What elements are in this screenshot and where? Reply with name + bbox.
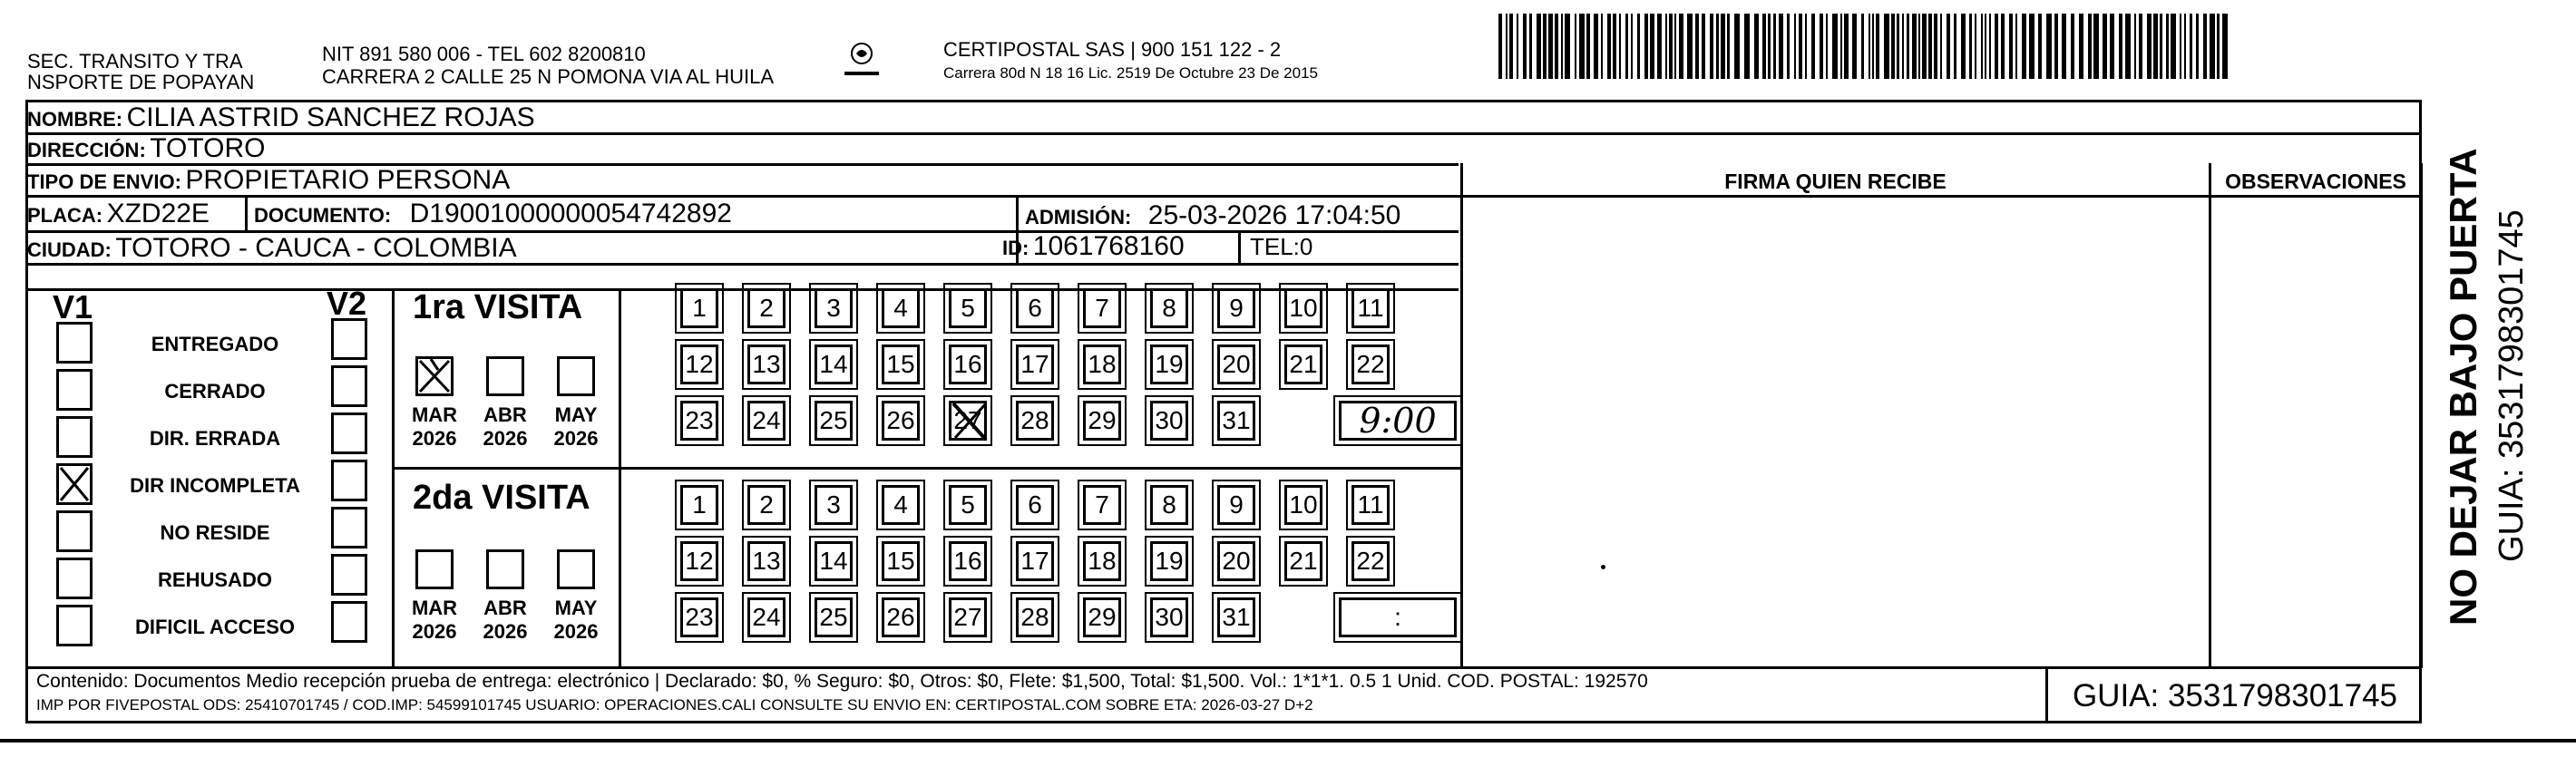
barcode-bar <box>2009 14 2013 79</box>
month-year: 2026 <box>483 427 528 450</box>
month-checkbox[interactable] <box>486 356 524 396</box>
barcode-bar <box>1529 14 1532 79</box>
day-checkbox[interactable]: 23 <box>680 597 718 637</box>
v2-checkbox[interactable] <box>331 365 367 407</box>
barcode-bar <box>2119 14 2122 79</box>
barcode-bar <box>1523 14 1527 79</box>
status-option-label: DIR INCOMPLETA <box>130 474 300 497</box>
nombre-row <box>27 102 535 134</box>
barcode-bar <box>1947 14 1950 79</box>
day-checkbox[interactable]: 10 <box>1284 485 1322 525</box>
day-checkbox[interactable]: 24 <box>747 401 785 441</box>
barcode-bar <box>1989 14 1991 79</box>
barcode-bar <box>1826 14 1828 79</box>
day-checkbox[interactable]: 13 <box>747 541 785 581</box>
day-checkbox[interactable]: 6 <box>1016 485 1054 525</box>
direccion-label: DIRECCIÓN: <box>27 139 146 161</box>
barcode-bar <box>1928 14 1932 79</box>
barcode-bar <box>1799 14 1802 79</box>
month-name: MAY <box>554 597 598 619</box>
v2-checkbox[interactable] <box>331 601 367 643</box>
day-checkbox[interactable]: 14 <box>815 541 853 581</box>
barcode-bar <box>1820 14 1823 79</box>
barcode-bar <box>1657 14 1662 79</box>
footer-guia: GUIA: 3531798301745 <box>2072 678 2398 713</box>
month-year: 2026 <box>412 620 457 643</box>
month-name: ABR <box>483 597 527 619</box>
month-checkbox[interactable] <box>486 549 524 589</box>
scan-edge <box>0 739 2576 742</box>
placa-row <box>27 198 210 230</box>
v1-checkbox[interactable] <box>56 510 93 552</box>
documento-row <box>254 198 732 230</box>
day-checkbox[interactable]: 2 <box>747 485 785 525</box>
barcode-bar <box>1625 14 1628 79</box>
barcode-bar <box>1721 14 1725 79</box>
admision-label: ADMISIÓN: <box>1025 206 1132 228</box>
sender-nit: NIT 891 580 006 - TEL 602 8200810 <box>322 43 646 65</box>
barcode-bar <box>1644 14 1648 79</box>
barcode-bar <box>2184 14 2186 79</box>
day-checkbox[interactable]: 26 <box>882 401 920 441</box>
day-checkbox[interactable]: 15 <box>882 345 920 384</box>
month-label <box>473 597 537 644</box>
day-checkbox[interactable]: 16 <box>949 541 987 581</box>
barcode-bar <box>2015 14 2017 79</box>
barcode-bar <box>1832 14 1838 79</box>
second-visit-title: 2da VISITA <box>413 479 590 517</box>
v1-checkbox[interactable] <box>56 605 93 646</box>
barcode-bar <box>1884 14 1889 79</box>
barcode <box>1497 14 2236 82</box>
barcode-bar <box>2125 14 2131 79</box>
v2-checkbox[interactable] <box>331 507 367 548</box>
barcode-bar <box>1744 14 1750 79</box>
barcode-bar <box>1506 14 1508 79</box>
day-checkbox[interactable]: 2 <box>747 288 785 328</box>
month-year: 2026 <box>553 427 599 450</box>
barcode-bar <box>2210 14 2215 79</box>
v1-checkbox[interactable] <box>56 558 93 599</box>
month-year: 2026 <box>412 427 457 450</box>
barcode-bar <box>1768 14 1771 79</box>
barcode-bar <box>1710 14 1713 79</box>
barcode-bar <box>1586 14 1590 79</box>
day-checkbox[interactable]: 30 <box>1150 597 1188 637</box>
admision-row <box>1025 199 1400 232</box>
barcode-bar <box>2171 14 2176 79</box>
barcode-bar <box>1773 14 1776 79</box>
barcode-bar <box>2190 14 2192 79</box>
status-option-label: DIR. ERRADA <box>149 427 281 450</box>
barcode-bar <box>1961 14 1966 79</box>
month-name: MAR <box>411 597 458 619</box>
month-year: 2026 <box>553 620 599 643</box>
barcode-bar <box>1787 14 1790 79</box>
barcode-bar <box>1601 14 1603 79</box>
barcode-bar <box>1954 14 1956 79</box>
v1-header: V1 <box>53 288 93 325</box>
tel-value: TEL:0 <box>1250 233 1313 260</box>
barcode-bar <box>1687 14 1693 79</box>
day-checkbox[interactable]: 14 <box>815 345 853 384</box>
barcode-bar <box>1665 14 1667 79</box>
documento-value: D19001000000054742892 <box>409 199 732 228</box>
barcode-bar <box>1509 14 1513 79</box>
barcode-bar <box>2088 14 2092 79</box>
first-visit-title: 1ra VISITA <box>413 288 583 326</box>
day-checkbox[interactable]: 30 <box>1150 401 1188 441</box>
month-label <box>544 597 608 644</box>
day-checkbox[interactable]: 25 <box>815 597 853 637</box>
courier-line-2: Carrera 80d N 18 16 Lic. 2519 De Octubre 23 De 2015 <box>943 64 1318 82</box>
day-checkbox[interactable]: 31 <box>1217 401 1255 441</box>
barcode-bar <box>2079 14 2083 79</box>
day-checkbox[interactable]: 9 <box>1217 485 1255 525</box>
barcode-bar <box>1695 14 1699 79</box>
day-checkbox[interactable]: 1 <box>680 485 718 525</box>
barcode-bar <box>2203 14 2207 79</box>
barcode-bar <box>1869 14 1870 79</box>
barcode-bar <box>2134 14 2136 79</box>
barcode-bar <box>1716 14 1719 79</box>
day-checkbox[interactable]: 22 <box>1351 541 1390 581</box>
month-label <box>473 403 537 451</box>
tipo-envio-row <box>27 164 510 197</box>
day-checkbox[interactable]: 19 <box>1150 345 1188 384</box>
day-checkbox[interactable]: 28 <box>1016 401 1054 441</box>
day-checkbox[interactable]: 8 <box>1150 485 1188 525</box>
v2-checkbox[interactable] <box>331 554 367 596</box>
day-checkbox[interactable]: 17 <box>1016 541 1054 581</box>
time-field[interactable]: : <box>1339 597 1457 637</box>
documento-label: DOCUMENTO: <box>254 204 392 227</box>
barcode-bar <box>2147 14 2152 79</box>
barcode-bar <box>2139 14 2142 79</box>
barcode-bar <box>1650 14 1654 79</box>
barcode-bar <box>1985 14 1986 79</box>
day-checkbox[interactable]: 22 <box>1351 345 1390 384</box>
courier-line-1: CERTIPOSTAL SAS | 900 151 122 - 2 <box>943 38 1282 61</box>
day-checkbox[interactable]: 10 <box>1284 288 1322 328</box>
tipo-envio-value: PROPIETARIO PERSONA <box>185 165 511 195</box>
barcode-bar <box>2153 14 2158 79</box>
day-checkbox[interactable]: 12 <box>680 541 718 581</box>
barcode-bar <box>2110 14 2114 79</box>
month-checkbox[interactable] <box>557 549 595 589</box>
barcode-bar <box>2093 14 2099 79</box>
barcode-bar <box>2038 14 2042 79</box>
barcode-bar <box>2054 14 2058 79</box>
day-checkbox[interactable]: 26 <box>882 597 920 637</box>
barcode-bar <box>2217 14 2220 79</box>
day-checkbox[interactable]: 17 <box>1016 345 1054 384</box>
barcode-bar <box>1669 14 1673 79</box>
barcode-bar <box>1940 14 1942 79</box>
day-checkbox[interactable]: 27 <box>949 597 987 637</box>
v2-checkbox[interactable] <box>331 318 367 360</box>
v2-checkbox[interactable] <box>331 412 367 454</box>
barcode-bar <box>2046 14 2052 79</box>
day-checkbox[interactable]: 20 <box>1217 345 1255 384</box>
direccion-row <box>27 132 265 165</box>
barcode-bar <box>1922 14 1927 79</box>
barcode-bar <box>2103 14 2107 79</box>
placa-label: PLACA: <box>27 204 103 227</box>
barcode-bar <box>1762 14 1766 79</box>
barcode-bar <box>1754 14 1759 79</box>
barcode-bar <box>1613 14 1616 79</box>
day-checkbox[interactable]: 24 <box>747 597 785 637</box>
v1-checkbox[interactable] <box>56 463 93 505</box>
barcode-bar <box>1575 14 1576 79</box>
status-option-label: ENTREGADO <box>151 333 279 355</box>
id-label: ID: <box>1002 237 1029 259</box>
placa-value: XZD22E <box>106 199 210 228</box>
day-checkbox[interactable]: 23 <box>680 401 718 441</box>
day-checkbox[interactable]: 9 <box>1217 288 1255 328</box>
v1-checkbox[interactable] <box>56 322 93 364</box>
barcode-bar <box>1912 14 1917 79</box>
day-checkbox[interactable]: 3 <box>815 485 853 525</box>
barcode-bar <box>1876 14 1879 79</box>
barcode-bar <box>1902 14 1904 79</box>
v1-checkbox[interactable] <box>56 416 93 458</box>
day-checkbox[interactable]: 13 <box>747 345 785 384</box>
ciudad-row <box>27 232 517 265</box>
barcode-bar <box>2180 14 2181 79</box>
observaciones-header: OBSERVACIONES <box>2225 170 2406 193</box>
barcode-bar <box>1811 14 1815 79</box>
month-name: MAR <box>411 403 458 426</box>
barcode-bar <box>1844 14 1849 79</box>
id-value: 1061768160 <box>1032 231 1185 261</box>
month-label <box>403 597 466 644</box>
day-checkbox[interactable]: 16 <box>949 345 987 384</box>
day-checkbox[interactable]: 29 <box>1083 401 1121 441</box>
day-checkbox[interactable]: 4 <box>882 288 920 328</box>
barcode-bar <box>1631 14 1633 79</box>
nombre-label: NOMBRE: <box>27 108 123 131</box>
barcode-bar <box>1637 14 1640 79</box>
day-checkbox[interactable]: 12 <box>680 345 718 384</box>
no-dejar-bajo-puerta: NO DEJAR BAJO PUERTA <box>2442 148 2484 626</box>
id-row <box>1002 230 1185 263</box>
month-label <box>544 403 608 451</box>
barcode-bar <box>1579 14 1585 79</box>
direccion-value: TOTORO <box>150 133 266 163</box>
v2-checkbox[interactable] <box>331 460 367 501</box>
status-option-label: NO RESIDE <box>160 521 270 544</box>
v1-checkbox[interactable] <box>56 369 93 411</box>
month-label <box>403 403 466 451</box>
month-name: ABR <box>483 403 527 426</box>
v2-header: V2 <box>327 285 367 322</box>
barcode-bar <box>1734 14 1740 79</box>
barcode-bar <box>1805 14 1807 79</box>
barcode-bar <box>1498 14 1502 79</box>
barcode-bar <box>1548 14 1553 79</box>
barcode-bar <box>1975 14 1976 79</box>
month-name: MAY <box>554 403 598 426</box>
barcode-bar <box>1861 14 1864 79</box>
barcode-bar <box>1779 14 1783 79</box>
barcode-bar <box>1969 14 1972 79</box>
status-option-label: REHUSADO <box>158 568 272 591</box>
day-checkbox[interactable]: 1 <box>680 288 718 328</box>
ciudad-value: TOTORO - CAUCA - COLOMBIA <box>115 233 517 263</box>
day-checkbox[interactable]: 25 <box>815 401 853 441</box>
day-checkbox[interactable]: 19 <box>1150 541 1188 581</box>
barcode-bar <box>1543 14 1547 79</box>
barcode-bar <box>1679 14 1683 79</box>
sender-address: CARRERA 2 CALLE 25 N POMONA VIA AL HUILA <box>322 65 775 88</box>
day-checkbox[interactable]: 7 <box>1083 485 1121 525</box>
barcode-bar <box>2001 14 2005 79</box>
barcode-bar <box>1727 14 1730 79</box>
barcode-bar <box>1794 14 1796 79</box>
barcode-bar <box>1517 14 1518 79</box>
barcode-bar <box>1907 14 1909 79</box>
ciudad-label: CIUDAD: <box>27 238 112 261</box>
month-checkbox[interactable] <box>415 549 454 589</box>
barcode-bar <box>1918 14 1920 79</box>
month-year: 2026 <box>483 620 528 643</box>
month-checkbox[interactable] <box>415 356 454 396</box>
day-checkbox[interactable]: 21 <box>1284 541 1322 581</box>
barcode-bar <box>1840 14 1842 79</box>
barcode-bar <box>1594 14 1598 79</box>
footer-content: Contenido: Documentos Medio recepción prueba de entrega: electrónico | Declarado: $0, % Seguro: $0, Otros: $0, Flete: $1,500, Total: $1,500. Vol.: 1*1*1. 0.5 1 Unid. COD. POSTAL: 192570 <box>36 671 1648 692</box>
barcode-bar <box>2062 14 2066 79</box>
firma-header: FIRMA QUIEN RECIBE <box>1724 170 1947 193</box>
day-checkbox[interactable]: 6 <box>1016 288 1054 328</box>
barcode-bar <box>1619 14 1621 79</box>
barcode-bar <box>1897 14 1899 79</box>
barcode-bar <box>1872 14 1874 79</box>
barcode-bar <box>2166 14 2169 79</box>
day-checkbox[interactable]: 20 <box>1217 541 1255 581</box>
day-checkbox[interactable]: 3 <box>815 288 853 328</box>
barcode-bar <box>1561 14 1563 79</box>
barcode-bar <box>2196 14 2199 79</box>
barcode-bar <box>1981 14 1983 79</box>
barcode-bar <box>2160 14 2162 79</box>
nombre-value: CILIA ASTRID SANCHEZ ROJAS <box>126 102 535 132</box>
time-field[interactable]: 9:00 <box>1339 401 1457 441</box>
barcode-bar <box>1852 14 1857 79</box>
day-checkbox[interactable]: 28 <box>1016 597 1054 637</box>
day-checkbox[interactable]: 21 <box>1284 345 1322 384</box>
barcode-bar <box>1674 14 1676 79</box>
footer-print-info: IMP POR FIVEPOSTAL ODS: 25410701745 / COD.IMP: 54599101745 USUARIO: OPERACIONES.CALI CONSULTE SU ENVIO EN: CERTIPOSTAL.COM SOBRE ETA: 2026-03-27 D+2 <box>36 696 1313 713</box>
day-checkbox[interactable]: 18 <box>1083 541 1121 581</box>
day-checkbox[interactable]: 7 <box>1083 288 1121 328</box>
status-option-label: DIFICIL ACCESO <box>134 616 295 638</box>
day-checkbox[interactable]: 8 <box>1150 288 1188 328</box>
month-checkbox[interactable] <box>557 356 595 396</box>
sender-line-1: SEC. TRANSITO Y TRA <box>27 50 243 73</box>
barcode-bar <box>1934 14 1937 79</box>
day-checkbox[interactable]: 4 <box>882 485 920 525</box>
barcode-bar <box>2022 14 2026 79</box>
day-checkbox[interactable]: 11 <box>1351 288 1390 328</box>
barcode-bar <box>1607 14 1611 79</box>
day-checkbox[interactable]: 11 <box>1351 485 1390 525</box>
signature-dot <box>1601 565 1605 569</box>
side-guia: GUIA: 3531798301745 <box>2493 209 2531 562</box>
day-checkbox[interactable]: 31 <box>1217 597 1255 637</box>
tipo-envio-label: TIPO DE ENVIO: <box>27 170 181 193</box>
certipostal-logo <box>839 41 884 86</box>
barcode-bar <box>1891 14 1895 79</box>
day-checkbox[interactable]: 27 <box>949 401 987 441</box>
barcode-bar <box>1565 14 1570 79</box>
barcode-bar <box>2222 14 2228 79</box>
barcode-bar <box>2071 14 2074 79</box>
day-checkbox[interactable]: 5 <box>949 485 987 525</box>
barcode-bar <box>1555 14 1558 79</box>
day-checkbox[interactable]: 29 <box>1083 597 1121 637</box>
barcode-bar <box>1702 14 1705 79</box>
barcode-bar <box>1537 14 1541 79</box>
admision-value: 25-03-2026 17:04:50 <box>1147 200 1401 230</box>
status-option-label: CERRADO <box>164 380 266 403</box>
barcode-bar <box>2029 14 2034 79</box>
barcode-bar <box>1995 14 1998 79</box>
day-checkbox[interactable]: 5 <box>949 288 987 328</box>
sender-line-2: NSPORTE DE POPAYAN <box>27 71 255 93</box>
day-checkbox[interactable]: 18 <box>1083 345 1121 384</box>
day-checkbox[interactable]: 15 <box>882 541 920 581</box>
